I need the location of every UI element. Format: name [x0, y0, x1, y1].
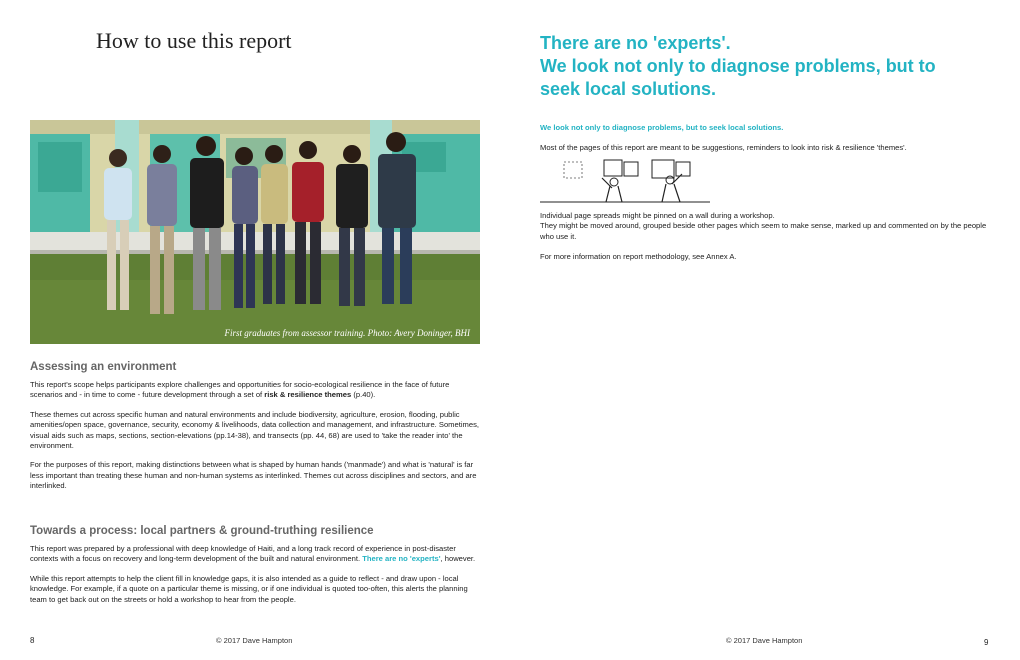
page-number: 8: [30, 636, 35, 645]
paragraph: For the purposes of this report, making distinctions between what is shaped by human hands ('manmade') and what is 'natural' is far less important than treating these human and non-human systems as interlinked. Themes cut across disciplines and sectors, and are interlinked.: [30, 460, 477, 491]
paragraph-text: This report was prepared by a professional with deep knowledge of Haiti, and a long track record of experience in post-disaster contexts with a focus on recovery and long-term development of the built and natural environment.: [30, 544, 456, 564]
right-page: [510, 0, 1020, 660]
intro-text: Most of the pages of this report are meant to be suggestions, reminders to look into risk & resilience 'themes'.: [540, 143, 907, 153]
right-text-block: [540, 123, 1000, 154]
section-heading: Assessing an environment: [30, 361, 177, 373]
workshop-sketch-illustration: [540, 156, 710, 206]
photo-illustration: [30, 120, 480, 344]
page-number: 9: [984, 638, 989, 647]
paragraph-text: This report's scope helps participants explore challenges and opportunities for socio-ecological resilience in the face of future scenarios and - in time to come - future development through a set of: [30, 380, 450, 400]
paragraph: Individual page spreads might be pinned on a wall during a workshop.: [540, 211, 775, 220]
footer-copyright: © 2017 Dave Hampton: [726, 636, 803, 645]
paragraph: [30, 544, 482, 565]
emphasis-text: risk & resilience themes: [264, 390, 352, 400]
headline-line: We look not only to diagnose problems, but to: [540, 56, 936, 76]
footer-copyright: © 2017 Dave Hampton: [216, 636, 293, 645]
paragraph: [30, 380, 482, 401]
headline: [540, 32, 970, 101]
highlight-text: There are no 'experts': [362, 554, 441, 564]
paragraph: They might be moved around, grouped beside other pages which seem to make sense, marked up and commented on by the people who use it.: [540, 221, 987, 241]
more-info-text: For more information on report methodology, see Annex A.: [540, 252, 737, 262]
headline-line: seek local solutions.: [540, 79, 717, 99]
photo-caption: First graduates from assessor training. Photo: Avery Doninger, BHI: [224, 328, 470, 338]
page-title: How to use this report: [96, 28, 292, 53]
paragraph-text: , however.: [440, 554, 476, 564]
section-heading: Towards a process: local partners & ground-truthing resilience: [30, 525, 374, 537]
paragraph: These themes cut across specific human and natural environments and include biodiversity, agriculture, erosion, flooding, public amenities/open space, governance, security, economy & livelihoods, data collection and management, and infrastructure. Sometimes, visual aids such as maps, sections, section-elevations (pp.14-38), and transects (pp. 44, 68) are used to 'take the reader into' the environment.: [30, 409, 479, 451]
paragraph-text: (p.40).: [351, 390, 376, 400]
section-assessing: [30, 360, 482, 501]
right-body-text: [540, 211, 1000, 263]
section-process: [30, 524, 482, 614]
headline-line: There are no 'experts'.: [540, 33, 731, 53]
group-photo: [30, 120, 480, 344]
subheading: We look not only to diagnose problems, but to seek local solutions.: [540, 123, 784, 132]
paragraph: While this report attempts to help the client fill in knowledge gaps, it is also intended as a guide to reflect - and draw upon - local knowledge. For example, if a quote on a particular theme is missing, or if one individual is quoted too-often, this alerts the planning team to get back out on the streets or hold a workshop to hear from the people.: [30, 573, 468, 604]
